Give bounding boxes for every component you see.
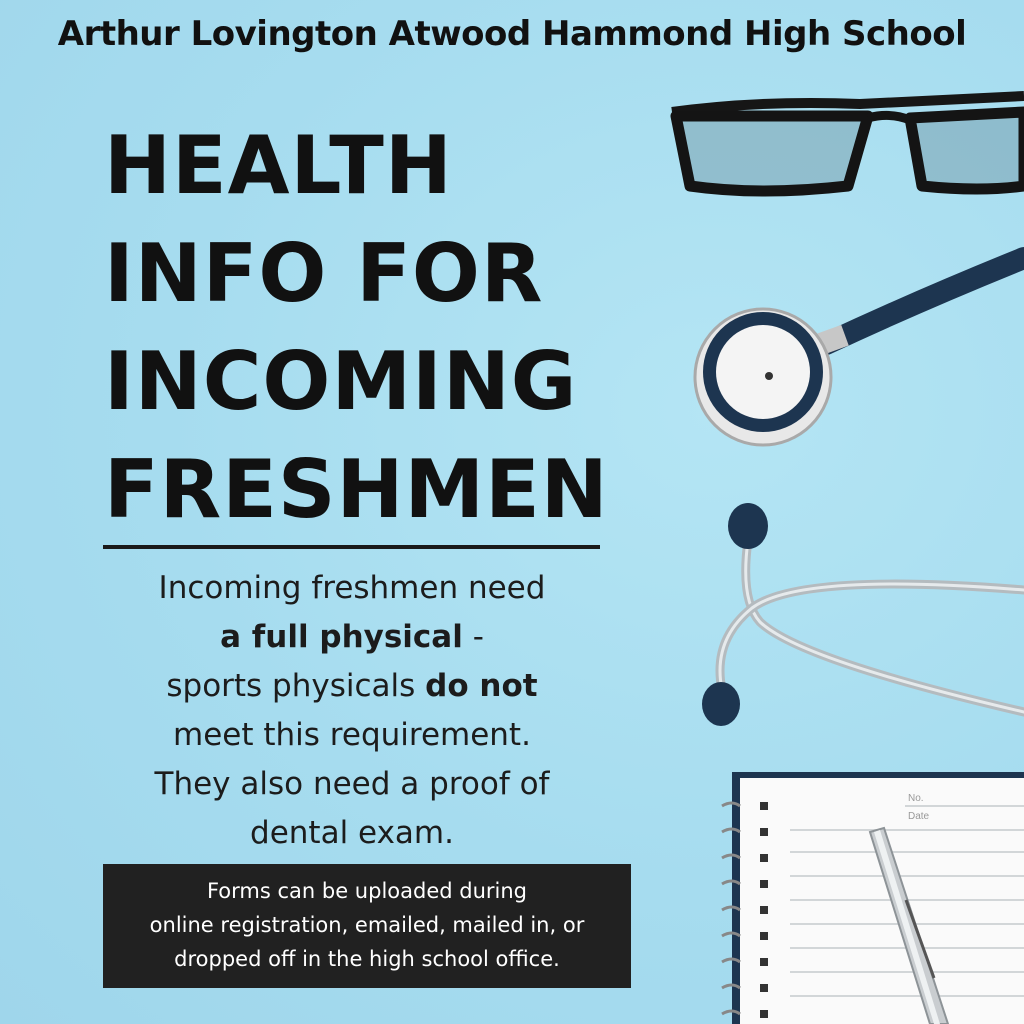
body-text-span: sports physicals [166,668,426,704]
eyeglasses-icon [672,96,1024,191]
headline-line: FRESHMEN [104,443,609,536]
headline-line: INFO FOR [104,227,544,320]
body-text-span: - [462,619,484,655]
school-name: Arthur Lovington Atwood Hammond High School [57,14,967,54]
notice-line: online registration, emailed, mailed in, or [149,913,585,937]
stethoscope-icon [695,258,1024,726]
body-line: meet this requirement. [173,717,531,753]
notebook-no-label: No. [908,793,924,804]
headline-line: HEALTH [104,119,453,212]
body-line: Incoming freshmen need [158,570,546,606]
headline-line: INCOMING [104,335,578,428]
notice-line: dropped off in the high school office. [174,947,560,971]
body-line: They also need a proof of [154,766,550,802]
notebook-icon [722,772,1024,1024]
notebook-date-label: Date [908,811,930,822]
emphasis-text: a full physical [220,619,463,655]
emphasis-text: do not [425,668,538,704]
body-line: dental exam. [250,815,454,851]
notice-line: Forms can be uploaded during [206,879,528,903]
